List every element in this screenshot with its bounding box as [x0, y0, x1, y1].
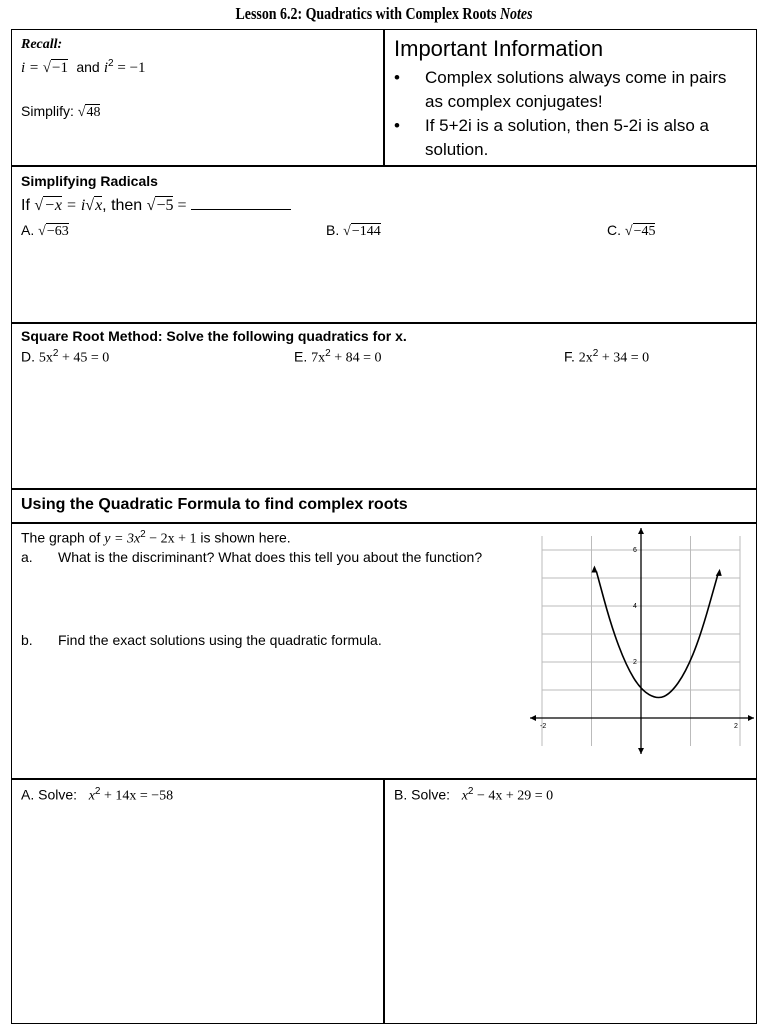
page-title [69, 4, 699, 24]
radicand: −45 [633, 224, 656, 239]
radicand: x [95, 197, 103, 214]
equation-lhs: 2x [578, 350, 593, 366]
equals-sign: = [173, 197, 191, 214]
exponent: 2 [108, 58, 114, 69]
x-axis-arrow-right [748, 715, 754, 721]
problem-label: B. [326, 222, 344, 238]
function-eq-rest: − 2x + 1 [145, 531, 197, 547]
radicand: −63 [46, 224, 69, 239]
equals-i: = i [62, 197, 86, 214]
problem-label: F. [564, 348, 579, 365]
solve-a-box [11, 778, 385, 1024]
y-axis-arrow-up [638, 528, 644, 534]
curve-arrow-right [716, 569, 722, 576]
equation-rest: + 45 = 0 [58, 350, 110, 366]
i-def: i = [21, 60, 43, 76]
equation-rest: + 14x = −58 [100, 788, 174, 804]
question-label: a. [21, 549, 33, 565]
radical-rule: If √−x = i√x, then √−5 = [21, 195, 291, 215]
problem-b: B. √−144 [326, 222, 381, 239]
question-label: b. [21, 632, 33, 648]
exponent: 2 [325, 348, 331, 359]
solve-b-box [383, 778, 757, 1024]
bullet-dot: • [394, 68, 400, 87]
question-a [21, 549, 33, 565]
if-word: If [21, 197, 35, 214]
graph-axes [530, 528, 754, 754]
radicand: −1 [52, 60, 68, 76]
problem-label: E. [294, 348, 312, 365]
problem-label: D. [21, 348, 39, 365]
important-bullets [394, 66, 749, 162]
parabola-curve [596, 572, 717, 698]
equation-rest: + 34 = 0 [598, 350, 650, 366]
radicand: −144 [351, 224, 381, 239]
quadratic-formula-heading: Using the Quadratic Formula to find complex roots [21, 496, 408, 513]
equation-lhs: 7x [311, 350, 326, 366]
answer-blank [191, 195, 291, 210]
problem-a: A. √−63 [21, 222, 69, 239]
exponent: 2 [52, 348, 59, 359]
bullet-dot: • [394, 116, 400, 135]
recall-label: Recall: [21, 37, 63, 52]
exponent: 2 [94, 786, 101, 797]
x-axis-arrow-left [530, 715, 536, 721]
y-tick-label: 2 [633, 659, 637, 666]
graph-description [21, 529, 291, 548]
bullet-text: If 5+2i is a solution, then 5-2i is also a solution. [425, 116, 709, 159]
solve-b [394, 786, 553, 805]
notes-label: Notes [499, 4, 533, 23]
solve-label: A. Solve: [21, 786, 78, 803]
radicand: 48 [86, 105, 101, 120]
recall-definition: i = √−1 and $i^2 = -1$ [21, 58, 146, 76]
equation-lhs: 5x [38, 350, 53, 366]
graph-pre: The graph of [21, 529, 105, 546]
question-a-text: What is the discriminant? What does this tell you about the function? [58, 549, 483, 565]
question-b [21, 632, 33, 648]
exponent: 2 [592, 348, 599, 359]
y-tick-label: 4 [633, 603, 637, 610]
x-tick-label: 2 [734, 723, 738, 730]
bullet-item [394, 114, 749, 162]
solve-a [21, 786, 173, 805]
bullet-item [394, 66, 749, 114]
simplifying-heading: Simplifying Radicals [21, 173, 158, 189]
exponent: 2 [140, 529, 146, 540]
radicand: −x [44, 197, 63, 214]
function-eq: y = 3x [104, 531, 141, 547]
simplify-label: Simplify: [21, 103, 78, 119]
problem-f [564, 348, 649, 367]
simplify-prompt: Simplify: √48 [21, 103, 101, 120]
i-squared: i [103, 60, 109, 76]
problem-d [21, 348, 109, 367]
curve-arrow-left [591, 566, 597, 573]
radicand: −5 [156, 197, 174, 214]
y-tick-label: 6 [633, 547, 637, 554]
then-word: , then [102, 197, 147, 214]
recall-box [11, 29, 385, 167]
question-b-text: Find the exact solutions using the quadratic formula. [58, 632, 382, 648]
graph-post: is shown here. [196, 529, 291, 546]
equation-rest: + 84 = 0 [330, 350, 382, 366]
problem-label: A. [21, 222, 39, 238]
equation-lhs: x [461, 788, 468, 804]
square-root-heading: Square Root Method: Solve the following quadratics for x. [21, 328, 407, 344]
equals-neg-one: = −1 [113, 60, 146, 76]
problem-label: C. [607, 222, 625, 238]
exponent: 2 [467, 786, 474, 797]
and-word: and [76, 59, 100, 75]
problem-e [294, 348, 381, 367]
equation-rest: − 4x + 29 = 0 [473, 788, 554, 804]
important-title: Important Information [394, 36, 604, 61]
y-axis-arrow-down [638, 748, 644, 754]
lesson-title: Lesson 6.2: Quadratics with Complex Roots [235, 4, 497, 23]
x-tick-label: -2 [540, 723, 547, 730]
equation-lhs: x [88, 788, 95, 804]
problem-c: C. √−45 [607, 222, 656, 239]
bullet-text: Complex solutions always come in pairs as complex conjugates! [425, 68, 727, 111]
graph-tick-labels [540, 547, 738, 730]
parabola-graph [528, 526, 756, 756]
solve-label: B. Solve: [394, 786, 451, 803]
